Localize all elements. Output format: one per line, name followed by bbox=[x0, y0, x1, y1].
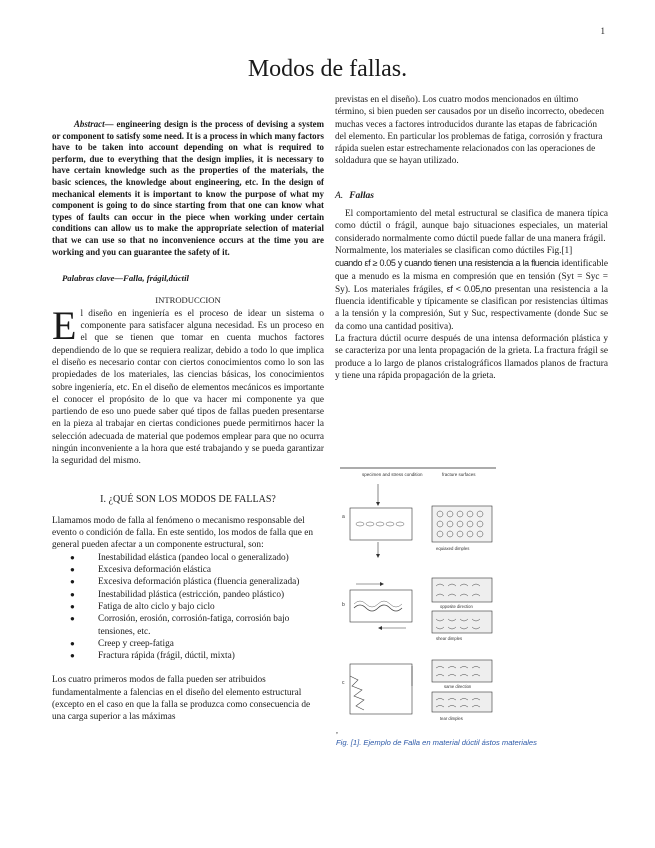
list-item-text: Inestabilidad plástica (estricción, pandeo plástico) bbox=[98, 589, 285, 600]
bullet-icon: ● bbox=[70, 614, 75, 624]
bullet-icon: ● bbox=[70, 589, 75, 599]
list-item bbox=[70, 589, 324, 601]
intro-paragraph bbox=[52, 302, 324, 468]
subsection-letter: A. bbox=[335, 190, 344, 201]
list-item-text: Excesiva deformación elástica bbox=[98, 565, 212, 576]
list-item-text: Creep y creep-fatiga bbox=[98, 638, 174, 649]
bullet-icon: ● bbox=[70, 638, 75, 648]
figure-label-a: a bbox=[342, 514, 345, 520]
text-run: identificable que a menudo es la misma en compresión que en tensión (Syt = Syc = Sy). Los materiales frágiles, bbox=[335, 259, 608, 295]
figure-caption: Fig. [1]. Ejemplo de Falla en material dúctil ástos materiales bbox=[336, 738, 537, 747]
fallas-paragraph-3: La fractura dúctil ocurre después de una intensa deformación plástica y se caracteriza por una lenta propagación de la grieta. La fractura frágil se produce a lo largo de planos cristalográficos llamados planos de fractura y tiene una rápida propagación de la grieta. bbox=[335, 334, 608, 381]
list-item-text: Fractura rápida (frágil, dúctil, mixta) bbox=[98, 651, 235, 662]
bullet-icon: ● bbox=[70, 651, 75, 661]
bullet-icon: ● bbox=[70, 565, 75, 575]
figure-caption-c2: tear dimples bbox=[440, 716, 463, 721]
figure-caption-b2: shear dimples bbox=[436, 636, 463, 641]
list-item bbox=[70, 552, 324, 564]
abstract-dash: — bbox=[104, 119, 114, 129]
list-item-text: Corrosión, erosión, corrosión-fatiga, corrosión bajo tensiones, etc. bbox=[98, 614, 290, 637]
right-column bbox=[335, 94, 608, 382]
ductile-fracture-figure bbox=[340, 466, 498, 724]
text-run: Normalmente, los materiales se clasifican como dúctiles Fig.[1] bbox=[335, 245, 573, 256]
figure-label-c: c bbox=[342, 680, 345, 686]
list-item bbox=[70, 601, 324, 613]
text-run: εf < 0.05,no bbox=[446, 283, 492, 294]
bullet-icon: ● bbox=[70, 601, 75, 611]
bullet-icon: ● bbox=[70, 577, 75, 587]
list-item-text: Inestabilidad elástica (pandeo local o generalizado) bbox=[98, 552, 289, 563]
list-item-text: Fatiga de alto ciclo y bajo ciclo bbox=[98, 601, 215, 612]
subsection-heading bbox=[335, 190, 608, 202]
figure-col2-header: fracture surfaces bbox=[442, 472, 476, 477]
intro-dropcap: E bbox=[52, 302, 77, 348]
figure-caption-a: equiaxed dimples bbox=[436, 546, 470, 551]
figure-caption-b1: opposite direction bbox=[440, 604, 473, 609]
failure-modes-list bbox=[52, 552, 324, 663]
list-item bbox=[70, 613, 324, 638]
fallas-paragraph-2 bbox=[335, 245, 608, 333]
keywords: Palabras clave—Falla, frágil,dúctil bbox=[62, 273, 189, 284]
abstract-label: Abstract bbox=[74, 119, 105, 129]
intro-heading: INTRODUCCION bbox=[155, 295, 221, 306]
list-item bbox=[70, 564, 324, 576]
continuation-paragraph: previstas en el diseño). Los cuatro modos mencionados en último término, si bien pueden ser causados por un diseño incorrecto, obedecen muchas veces a factores introducidos durante las etapas de fabricación del elemento. En particular los problemas de fatiga, corrosión y fractura rápida suelen estar estrechamente relacionados con las operaciones de soldadura que se hayan utilizado. bbox=[335, 95, 605, 167]
text-run: presentan una resistencia a la fluencia identificable y típicamente se clasifican por resistencias últimas a la tensión y la compresión, Sut y Suc, respectivamente (donde Suc se da como una cantidad positiva). bbox=[335, 284, 609, 332]
section-heading: I. ¿QUÉ SON LOS MODOS DE FALLAS? bbox=[100, 493, 276, 505]
abstract bbox=[52, 119, 324, 258]
list-item bbox=[70, 576, 324, 588]
section-closing: Los cuatro primeros modos de falla pueden ser atribuidos fundamentalmente a falencias en el diseño del elemento estructural (excepto en el caso en que la falla se produzca como consecuencia de una carga superior a las máximas bbox=[52, 675, 311, 723]
figure-col1-header: specimen and stress condition bbox=[362, 472, 423, 477]
left-column bbox=[52, 119, 324, 724]
list-item-text: Excesiva deformación plástica (fluencia generalizada) bbox=[98, 577, 300, 588]
bullet-icon: ● bbox=[70, 552, 75, 562]
fallas-paragraph-1: El comportamiento del metal estructural se clasifica de manera típica como dúctil o frágil, aunque bajo situaciones especiales, un material considerado normalmente como dúctil puede fallar de una manera frágil. bbox=[335, 209, 608, 244]
text-run: cuando εf ≥ 0.05 y cuando tienen una resistencia a la fluencia bbox=[335, 258, 559, 269]
list-item bbox=[70, 638, 324, 650]
figure-caption-c1: same direction bbox=[444, 684, 472, 689]
figure-label-b: b bbox=[342, 602, 345, 608]
section-intro: Llamamos modo de falla al fenómeno o mecanismo responsable del evento o condición de falla. En este sentido, los modos de falla que en general pueden afectar a un componente estructural, son: bbox=[52, 515, 314, 551]
page-number: 1 bbox=[600, 26, 605, 36]
abstract-text: engineering design is the process of devising a system or component to satisfy some need. It is a process in which many factors have to be taken into account depending on what is required to perform, due to everything that the design implies, it is necessary to have certain knowledge such as the properties of the materials, the basic sciences, the knowledge about engineering, etc. In the design of mechanical elements it is important to know the purpose of what my component is going to do since starting from that one can know what types of faults can occur in the piece when working under certain conditions can allow us to make the appropriate selection of material that we can use so that no inconvenience occurs at the time you are working and you can guarantee the safety of it. bbox=[52, 119, 324, 257]
subsection-title: Fallas bbox=[349, 190, 374, 201]
paper-title: Modos de fallas. bbox=[247, 56, 408, 82]
intro-text: l diseño en ingeniería es el proceso de idear un sistema o componente para satisfacer alguna necesidad. Es un proceso en el que se tienen que tomar en cuenta muchos factores dependiendo de lo que se requiera realizar, debido a todo lo que implica el diseño es necesario contar con ciertos conocimientos como lo son las propiedades de los materiales, las ciencias básicas, los conocimientos sobre ingeniería, etc. En el diseño de elementos mecánicos es importante el conocer el propósito de lo que va hacer mi componente ya que partiendo de eso uno puede saber qué tipos de fallas pueden presentarse en la pieza al trabajar en ciertas condiciones puede permitirnos hacer la selección adecuada de material que podemos emplear para que no ocurra ningún inconveniente a la hora que esté trabajando y se pueda garantizar la seguridad del mismo. bbox=[52, 308, 324, 467]
list-item bbox=[70, 650, 324, 662]
figure-mark: , bbox=[336, 726, 338, 735]
